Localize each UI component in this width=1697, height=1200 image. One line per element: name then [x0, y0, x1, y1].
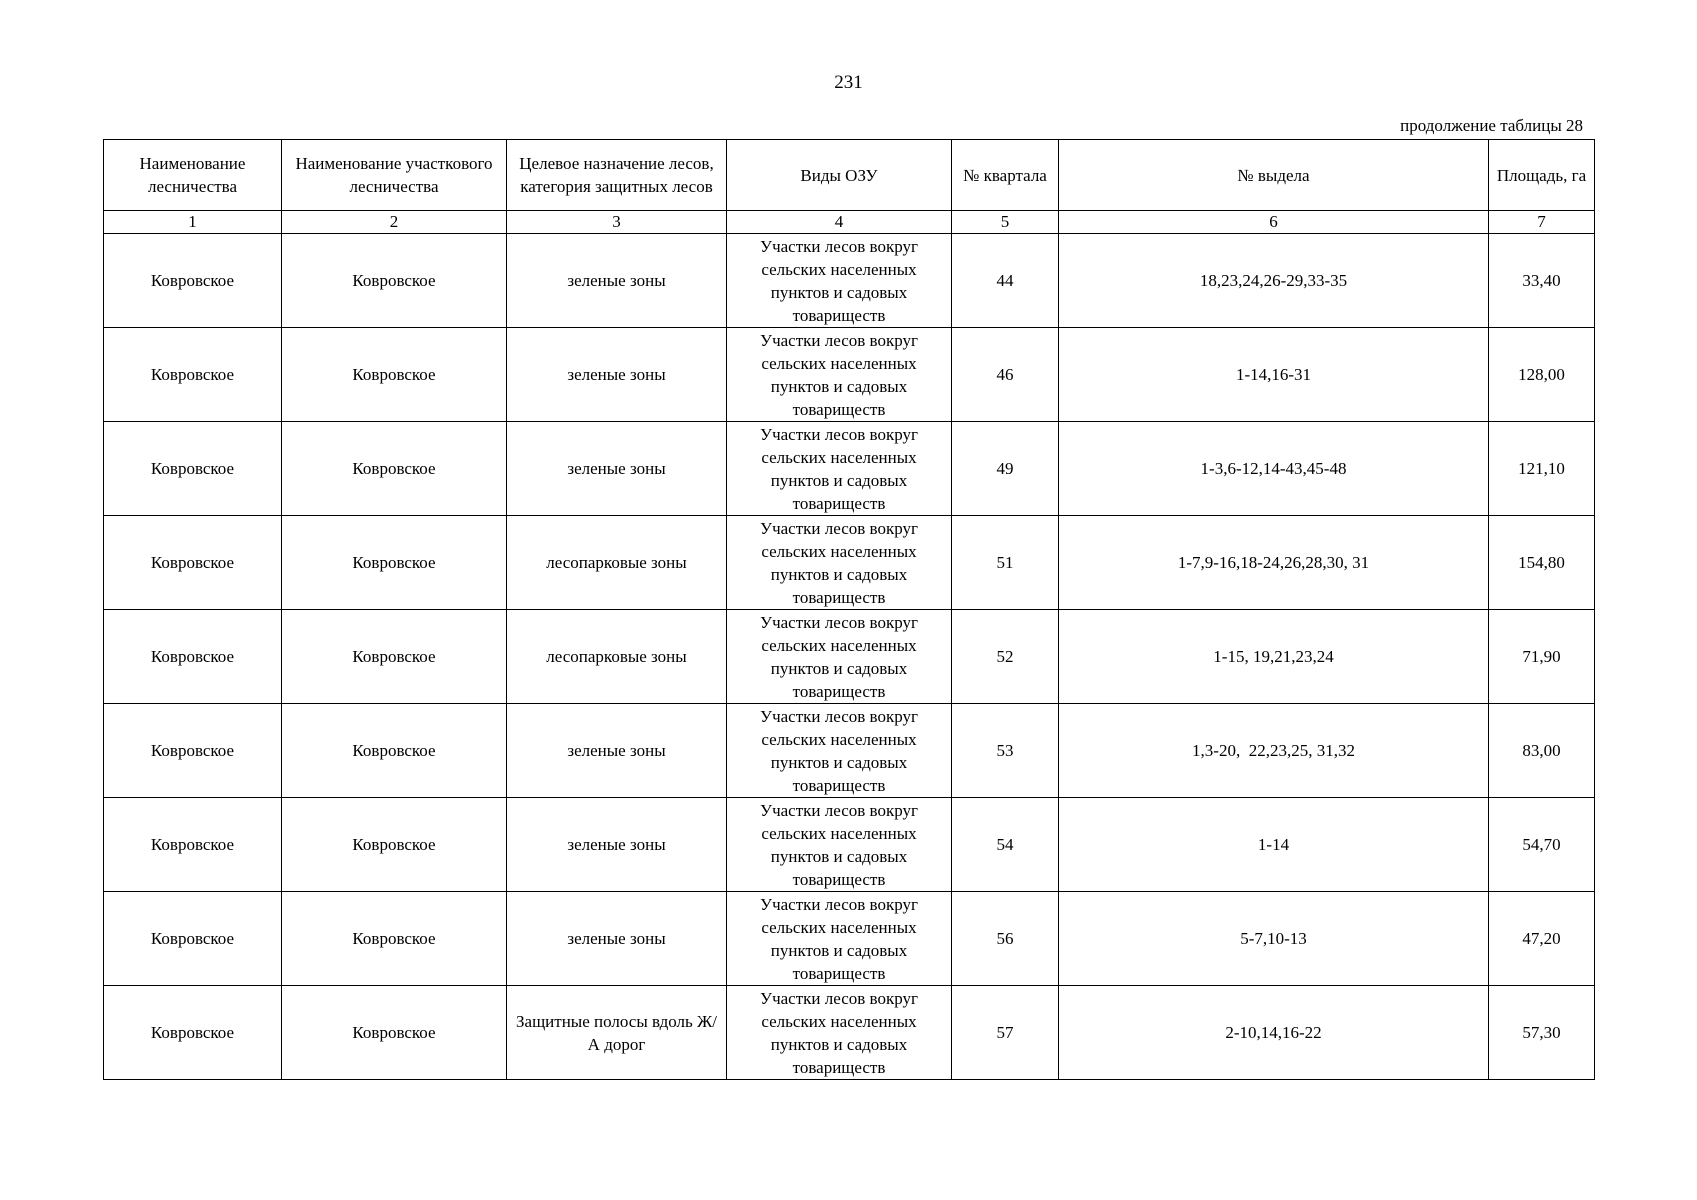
cell-purpose: зеленые зоны [507, 422, 727, 516]
cell-forestry: Ковровское [104, 516, 282, 610]
header-district-forestry: Наименование участкового лесничества [282, 140, 507, 211]
column-number: 4 [727, 211, 952, 234]
table-row [104, 798, 1595, 892]
header-area: Площадь, га [1489, 140, 1595, 211]
table-row [104, 892, 1595, 986]
cell-area: 154,80 [1489, 516, 1595, 610]
table-continuation-label: продолжение таблицы 28 [1400, 116, 1583, 135]
cell-quarter: 44 [952, 234, 1059, 328]
cell-area: 83,00 [1489, 704, 1595, 798]
header-quarter-number: № квартала [952, 140, 1059, 211]
cell-plots: 1-14,16-31 [1059, 328, 1489, 422]
cell-forestry: Ковровское [104, 798, 282, 892]
column-number: 5 [952, 211, 1059, 234]
table-row [104, 328, 1595, 422]
table-header-row [104, 140, 1595, 211]
column-number: 1 [104, 211, 282, 234]
cell-plots: 2-10,14,16-22 [1059, 986, 1489, 1080]
table-row [104, 704, 1595, 798]
cell-district-forestry: Ковровское [282, 610, 507, 704]
column-number: 7 [1489, 211, 1595, 234]
cell-ozu-type: Участки лесов вокруг сельских населенных пунктов и садовых товариществ [727, 610, 952, 704]
cell-quarter: 49 [952, 422, 1059, 516]
cell-ozu-type: Участки лесов вокруг сельских населенных пунктов и садовых товариществ [727, 422, 952, 516]
table-row [104, 234, 1595, 328]
header-forestry: Наименование лесничества [104, 140, 282, 211]
cell-plots: 5-7,10-13 [1059, 892, 1489, 986]
cell-purpose: зеленые зоны [507, 328, 727, 422]
cell-ozu-type: Участки лесов вокруг сельских населенных пунктов и садовых товариществ [727, 986, 952, 1080]
cell-district-forestry: Ковровское [282, 328, 507, 422]
cell-district-forestry: Ковровское [282, 516, 507, 610]
cell-district-forestry: Ковровское [282, 422, 507, 516]
cell-district-forestry: Ковровское [282, 892, 507, 986]
cell-plots: 1-3,6-12,14-43,45-48 [1059, 422, 1489, 516]
cell-ozu-type: Участки лесов вокруг сельских населенных пунктов и садовых товариществ [727, 516, 952, 610]
cell-purpose: Защитные полосы вдоль Ж/А дорог [507, 986, 727, 1080]
table-row [104, 610, 1595, 704]
column-number: 2 [282, 211, 507, 234]
page-number: 231 [834, 72, 863, 93]
header-plot-number: № выдела [1059, 140, 1489, 211]
table-row [104, 986, 1595, 1080]
cell-quarter: 52 [952, 610, 1059, 704]
cell-plots: 1-7,9-16,18-24,26,28,30, 31 [1059, 516, 1489, 610]
cell-purpose: зеленые зоны [507, 234, 727, 328]
cell-area: 54,70 [1489, 798, 1595, 892]
cell-area: 71,90 [1489, 610, 1595, 704]
cell-area: 33,40 [1489, 234, 1595, 328]
cell-purpose: зеленые зоны [507, 892, 727, 986]
cell-plots: 1,3-20, 22,23,25, 31,32 [1059, 704, 1489, 798]
cell-ozu-type: Участки лесов вокруг сельских населенных пунктов и садовых товариществ [727, 328, 952, 422]
column-number: 3 [507, 211, 727, 234]
cell-ozu-type: Участки лесов вокруг сельских населенных пунктов и садовых товариществ [727, 234, 952, 328]
cell-ozu-type: Участки лесов вокруг сельских населенных пунктов и садовых товариществ [727, 892, 952, 986]
forest-areas-table [103, 139, 1595, 1080]
cell-ozu-type: Участки лесов вокруг сельских населенных пунктов и садовых товариществ [727, 798, 952, 892]
cell-area: 47,20 [1489, 892, 1595, 986]
cell-district-forestry: Ковровское [282, 234, 507, 328]
cell-district-forestry: Ковровское [282, 704, 507, 798]
cell-quarter: 57 [952, 986, 1059, 1080]
cell-quarter: 46 [952, 328, 1059, 422]
cell-purpose: лесопарковые зоны [507, 516, 727, 610]
header-purpose: Целевое назначение лесов, категория защитных лесов [507, 140, 727, 211]
cell-purpose: лесопарковые зоны [507, 610, 727, 704]
cell-forestry: Ковровское [104, 704, 282, 798]
cell-purpose: зеленые зоны [507, 704, 727, 798]
cell-forestry: Ковровское [104, 610, 282, 704]
cell-plots: 18,23,24,26-29,33-35 [1059, 234, 1489, 328]
cell-quarter: 51 [952, 516, 1059, 610]
cell-forestry: Ковровское [104, 422, 282, 516]
cell-quarter: 53 [952, 704, 1059, 798]
cell-area: 128,00 [1489, 328, 1595, 422]
table-row [104, 422, 1595, 516]
cell-plots: 1-14 [1059, 798, 1489, 892]
column-number: 6 [1059, 211, 1489, 234]
cell-district-forestry: Ковровское [282, 986, 507, 1080]
cell-purpose: зеленые зоны [507, 798, 727, 892]
cell-forestry: Ковровское [104, 986, 282, 1080]
cell-ozu-type: Участки лесов вокруг сельских населенных пунктов и садовых товариществ [727, 704, 952, 798]
header-ozu-types: Виды ОЗУ [727, 140, 952, 211]
cell-plots: 1-15, 19,21,23,24 [1059, 610, 1489, 704]
cell-area: 121,10 [1489, 422, 1595, 516]
cell-forestry: Ковровское [104, 892, 282, 986]
cell-forestry: Ковровское [104, 328, 282, 422]
cell-district-forestry: Ковровское [282, 798, 507, 892]
column-number-row [104, 211, 1595, 234]
cell-forestry: Ковровское [104, 234, 282, 328]
cell-quarter: 56 [952, 892, 1059, 986]
cell-quarter: 54 [952, 798, 1059, 892]
table-row [104, 516, 1595, 610]
cell-area: 57,30 [1489, 986, 1595, 1080]
